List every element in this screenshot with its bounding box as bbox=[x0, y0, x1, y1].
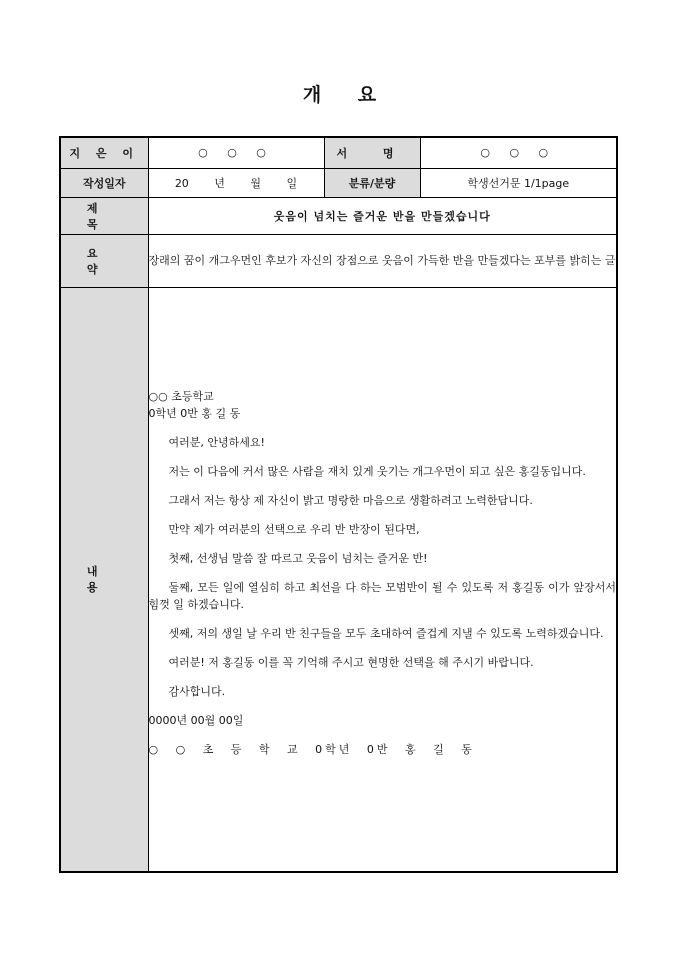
date-line: 0000년 00월 00일 bbox=[148, 714, 244, 728]
content-label: 내 용 bbox=[60, 287, 148, 872]
subject-value: 웃음이 넘치는 즐거운 반을 만들겠습니다 bbox=[148, 197, 617, 234]
summary-label: 요 약 bbox=[60, 234, 148, 287]
author-value: ○ ○ ○ bbox=[148, 137, 324, 168]
paragraph-5: 둘째, 모든 일에 열심히 하고 최선을 다 하는 모범반이 될 수 있도록 저 홍길동 이가 앞장서서 힘껏 일 하겠습니다. bbox=[148, 581, 616, 612]
summary-form-table bbox=[59, 136, 618, 873]
summary-value: 장래의 꿈이 개그우먼인 후보가 자신의 장점으로 웃음이 가득한 반을 만들겠다는 포부를 밝히는 글 bbox=[148, 234, 617, 287]
row-date bbox=[60, 168, 617, 197]
school-name: ○○ 초등학교 bbox=[148, 390, 214, 404]
row-author bbox=[60, 137, 617, 168]
subject-label: 제 목 bbox=[60, 197, 148, 234]
signature-line: ○ ○ 초 등 학 교 0학년 0반 홍 길 동 bbox=[148, 743, 475, 757]
paragraph-3: 만약 제가 여러분의 선택으로 우리 반 반장이 된다면, bbox=[168, 523, 420, 537]
date-value: 20 년 월 일 bbox=[148, 168, 324, 197]
row-content bbox=[60, 287, 617, 872]
paragraph-2: 그래서 저는 항상 제 자신이 밝고 명랑한 마음으로 생활하려고 노력한답니다. bbox=[168, 494, 533, 508]
greeting: 여러분, 안녕하세요! bbox=[168, 436, 265, 450]
row-subject bbox=[60, 197, 617, 234]
date-label: 작성일자 bbox=[60, 168, 148, 197]
page-title: 개 요 bbox=[302, 84, 378, 106]
class-name: 0학년 0반 홍 길 동 bbox=[148, 407, 241, 421]
row-summary bbox=[60, 234, 617, 287]
category-label: 분류/분량 bbox=[324, 168, 420, 197]
book-title-label: 서 명 bbox=[324, 137, 420, 168]
paragraph-4: 첫째, 선생님 말씀 잘 따르고 웃음이 넘치는 즐거운 반! bbox=[168, 552, 428, 566]
paragraph-7: 여러분! 저 홍길동 이를 꼭 기억해 주시고 현명한 선택을 해 주시기 바랍니다. bbox=[168, 656, 534, 670]
thanks: 감사합니다. bbox=[168, 685, 226, 699]
author-label: 지 은 이 bbox=[60, 137, 148, 168]
paragraph-6: 셋째, 저의 생일 날 우리 반 친구들을 모두 초대하여 즐겁게 지낼 수 있도록 노력하겠습니다. bbox=[168, 627, 604, 641]
book-title-value: ○ ○ ○ bbox=[420, 137, 617, 168]
content-body bbox=[148, 287, 617, 872]
paragraph-1: 저는 이 다음에 커서 많은 사람을 재치 있게 웃기는 개그우먼이 되고 싶은 홍길동입니다. bbox=[168, 465, 586, 479]
category-value: 학생선거문 1/1page bbox=[420, 168, 617, 197]
